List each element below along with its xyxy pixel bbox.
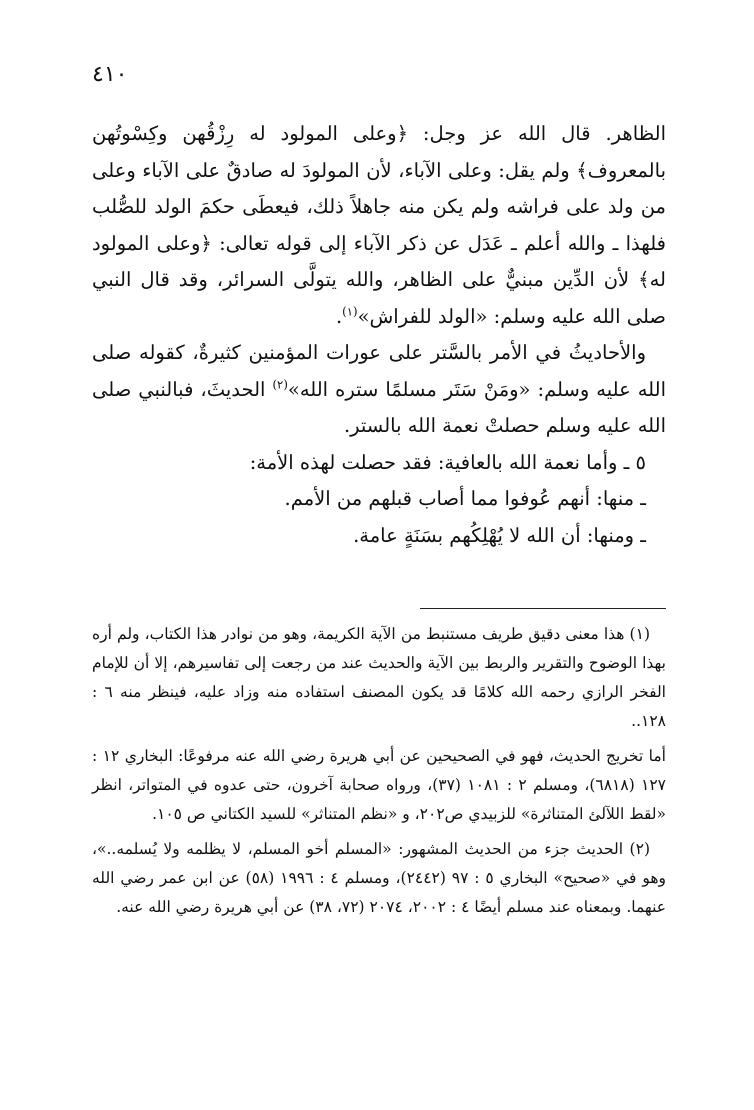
footnote-2: (٢) الحديث جزء من الحديث المشهور: «المسلم أخو المسلم، لا يظلمه ولا يُسلمه..»، وهو في «صحيح» البخاري ٥ : ٩٧ (٢٤٤٢)، ومسلم ٤ : ١٩٩٦ (٥٨) عن ابن عمر رضي الله عنهما. وبمعناه عند مسلم أيضًا ٤ : ٢٠٠٢، ٢٠٧٤ (٧٢، ٣٨) عن أبي هريرة رضي الله عنه. bbox=[92, 840, 666, 916]
paragraph-2-text-end: الحديثَ، فبالنبي صلى الله عليه وسلم حصلتْ نعمة الله بالستر. bbox=[92, 377, 666, 437]
footnote-1: (١) هذا معنى دقيق طريف مستنبط من الآية الكريمة، وهو من نوادر هذا الكتاب، ولم أره بهذا الوضوح والتقرير والربط بين الآية والحديث عند من رجعت إلى تفاسيرهم، إلا أن للإمام الفخر الرازي رحمه الله كلامًا قد يكون المصنف استفاده منه وزاد عليه، فينظر منه ٦ : ١٢٨.. bbox=[92, 625, 666, 730]
footnotes bbox=[92, 620, 666, 928]
footnote-ref-1: (١) bbox=[342, 304, 358, 318]
paragraph-3: ٥ ـ وأما نعمة الله بالعافية: فقد حصلت لهذه الأمة: bbox=[249, 450, 646, 474]
footnote-ref-2: (٢) bbox=[272, 377, 288, 391]
footnote-1-continuation: أما تخريج الحديث، فهو في الصحيحين عن أبي هريرة رضي الله عنه مرفوعًا: البخاري ١٢ : ١٢٧ (٦٨١٨)، ومسلم ٢ : ١٠٨١ (٣٧)، ورواه صحابة آخرون، حتى عدوه في المتواتر، انظر «لقط اللآلئ المتناثرة» للزبيدي ص٢٠٢، و «نظم المتناثر» للسيد الكتاني ص ١٠٥. bbox=[92, 747, 667, 823]
paragraph-1 bbox=[92, 116, 666, 335]
paragraph-2-text-start: والأحاديثُ في الأمر بالسَّتر على عورات المؤمنين كثيرةٌ، كقوله صلى الله عليه وسلم: «ومَنْ سَتَر مسلمًا ستره الله» bbox=[92, 341, 666, 401]
main-text bbox=[92, 116, 666, 554]
page-number: ٤١٠ bbox=[92, 62, 128, 87]
list-item-1: ـ منها: أنهم عُوفوا مما أصاب قبلهم من الأمم. bbox=[284, 487, 646, 510]
list-item-2: ـ ومنها: أن الله لا يُهْلِكُهم بسَنَةٍ عامة. bbox=[353, 523, 646, 547]
paragraph-2 bbox=[92, 335, 666, 445]
footnote-divider bbox=[420, 608, 666, 609]
paragraph-1-end: . bbox=[335, 304, 343, 328]
paragraph-1-text: الظاهر. قال الله عز وجل: ﴿وعلى المولود له رِزْقُهن وكِسْوتُهن بالمعروف﴾ ولم يقل: وعلى الآباء، لأن المولودَ له صادقٌ على الآباء وعلى من ولد على فراشه ولم يكن منه جاهلاً ذلك، فيعطَى حكمَ الولد للصُّلب فلهذا ـ والله أعلم ـ عَدَل عن ذكر الآباء إلى قوله تعالى: ﴿وعلى المولود له﴾ لأن الدِّين مبنيٌّ على الظاهر، والله يتولَّى السرائر، وقد قال النبي صلى الله عليه وسلم: «الولد للفراش» bbox=[92, 122, 666, 328]
